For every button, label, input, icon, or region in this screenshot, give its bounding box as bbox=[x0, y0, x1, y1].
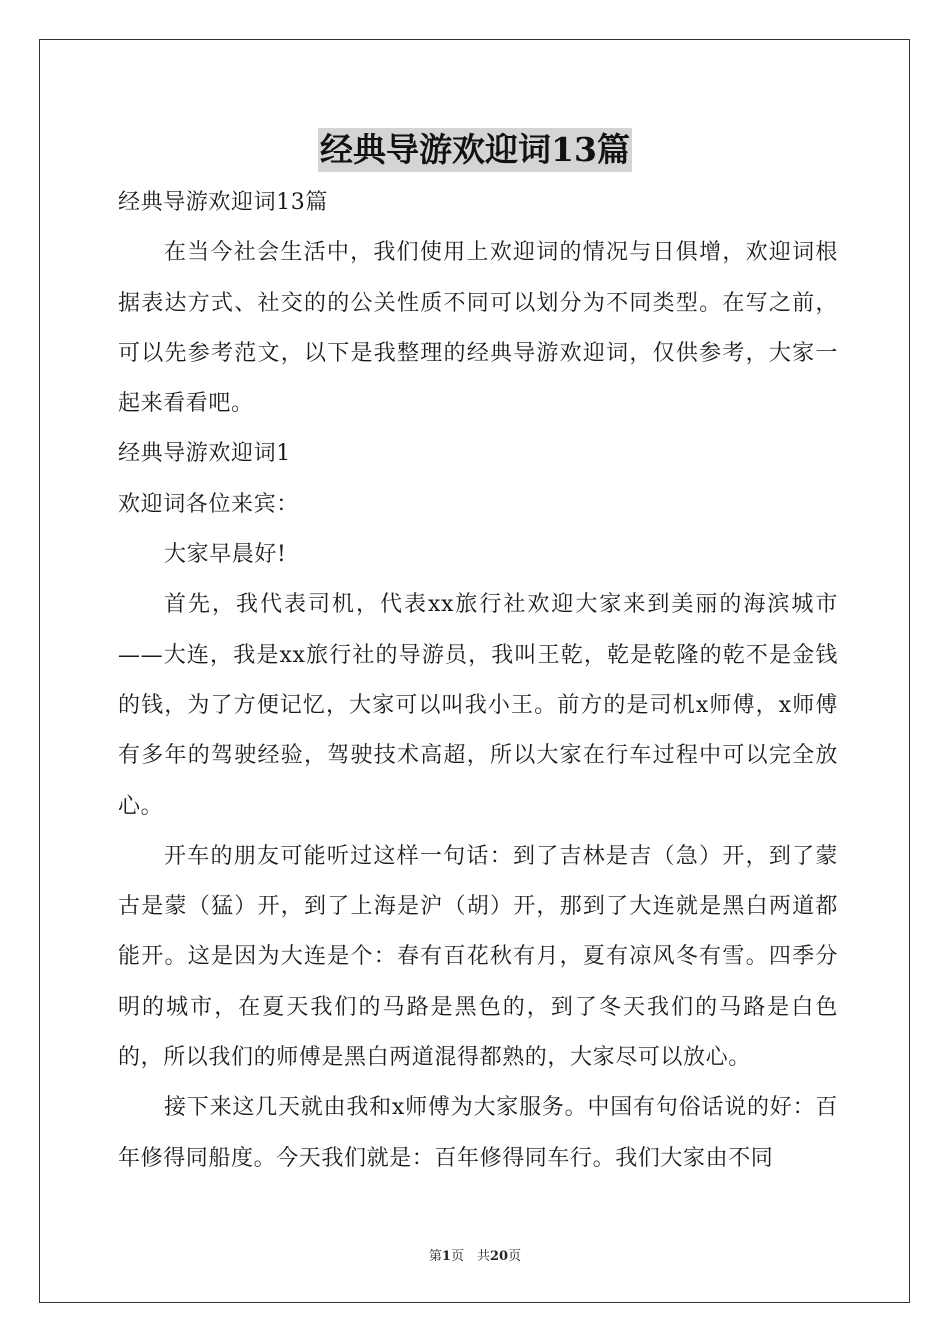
salutation-line: 欢迎词各位来宾： bbox=[118, 491, 299, 517]
greeting-line: 大家早晨好! bbox=[164, 542, 287, 568]
body-paragraph-2: 开车的朋友可能听过这样一句话：到了吉林是吉（急）开，到了蒙古是蒙（猛）开，到了上海是沪（胡）开，那到了大连就是黑白两道都能开。这是因为大连是个：春有百花秋有月，夏有凉风冬有雪。四季分明的城市，在夏天我们的马路是黑色的，到了冬天我们的马路是白色的，所以我们的师傅是黑白两道混得都熟的，大家尽可以放心。 bbox=[118, 843, 838, 1071]
footer-page-suffix: 页 bbox=[508, 1249, 522, 1264]
body-paragraph-3: 接下来这几天就由我和x师傅为大家服务。中国有句俗话说的好：百年修得同船度。今天我们就是：百年修得同车行。我们大家由不同 bbox=[118, 1095, 838, 1171]
body-paragraph-1: 首先，我代表司机，代表xx旅行社欢迎大家来到美丽的海滨城市——大连，我是xx旅行社的导游员，我叫王乾，乾是乾隆的乾不是金钱的钱，为了方便记忆，大家可以叫我小王。前方的是司机x师傅，x师傅有多年的驾驶经验，驾驶技术高超，所以大家在行车过程中可以完全放心。 bbox=[118, 592, 838, 819]
document-title: 经典导游欢迎词13篇 bbox=[318, 128, 632, 172]
footer-page-mid: 页 共 bbox=[450, 1249, 490, 1264]
intro-paragraph: 在当今社会生活中，我们使用上欢迎词的情况与日俱增，欢迎词根据表达方式、社交的的公关性质不同可以划分为不同类型。在写之前，可以先参考范文，以下是我整理的经典导游欢迎词，仅供参考，大家一起来看看吧。 bbox=[118, 240, 838, 417]
section-heading: 经典导游欢迎词1 bbox=[118, 441, 291, 467]
footer-page-total: 20 bbox=[489, 1249, 509, 1264]
document-body bbox=[118, 178, 838, 1184]
footer-page-current: 1 bbox=[441, 1249, 451, 1264]
page-footer bbox=[0, 1248, 950, 1266]
footer-page-prefix: 第 bbox=[428, 1249, 442, 1264]
title-container bbox=[0, 128, 950, 172]
document-subtitle: 经典导游欢迎词13篇 bbox=[118, 190, 328, 215]
